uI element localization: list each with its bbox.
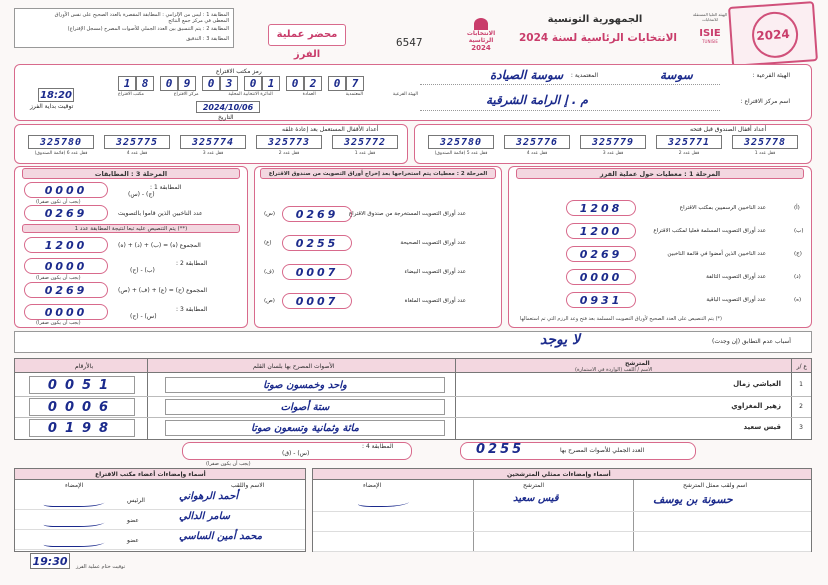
lock-label: قفل عدد 4 [126,151,148,156]
code-group [202,76,238,91]
total-label: العدد الجملي للأصوات المصرح بها [560,447,645,454]
stage-label: عدد أوراق التصويت البيضاء [404,269,466,275]
words-box [165,399,445,415]
stage-value-box [282,206,352,222]
member-signature [43,535,107,547]
stage-key: (أ) [794,205,800,211]
elections-logo: الانتخابات الرئاسية 2024 [458,18,504,64]
candidate-num: 2 [799,403,803,410]
code-label: العمادة [302,92,316,97]
center-value: م . إ الرامة الشرقية [486,93,588,107]
locks-final-row [28,135,398,156]
stage1-footer: (*) يتم التنصيص على العدد الصحيح لأوراق التصويت المسلمة بعد فتح وعد الرزم التي تم استعمالها [520,316,722,322]
notes-box [14,8,234,48]
mismatch-row [14,331,812,353]
stage-value-box [282,235,352,251]
stage-value: 0000 [579,271,623,284]
code-label: مكتب الاقتراع [118,92,144,97]
m2-value-box: 0000 [24,258,108,274]
reps-table [312,468,812,552]
stage2-title: المرحلة 2 : معطيات يتم استخراجها بعد إخراج أوراق التصويت من صندوق الاقتراع [260,168,496,179]
lock-item [180,135,246,156]
lock-value: 325778 [732,135,798,149]
m4-note: (يجب أن يكون صفرا) [206,461,251,467]
stage-label: عدد أوراق التصويت الباقية [706,297,766,303]
rep-row-line [313,531,811,532]
stage3-title: المرحلة 3 : المطابقات [22,168,240,179]
code-digit: 1 [118,76,136,91]
republic-title: الجمهورية التونسية [547,14,643,25]
stage-label: عدد أوراق التصويت المستخرجة من صندوق الاقتراع [348,211,466,217]
stage-value-box [566,223,636,239]
member-row-line [15,529,305,530]
stage-key: (ج) [794,251,802,257]
start-time-field: 18:20 [38,88,74,102]
candidate-row [15,417,811,438]
m2-label: المطابقة 2 : [176,260,208,267]
date-field: 2024/10/06 [196,101,260,113]
reps-col-rep: اسم ولقب ممثل المترشح [683,482,748,489]
code-digit: 8 [136,76,154,91]
lock-value: 325780 [428,135,494,149]
stage-value: 0931 [579,294,623,307]
code-group [244,76,280,91]
lock-label: قفل عدد 1 [354,151,376,156]
candidate-name: قيس سعيد [743,423,781,431]
code-label: المعتمدية [345,92,364,97]
rep-signature [357,497,412,507]
mismatch-value: لا يوجد [540,332,580,348]
delegation-label: المعتمدية : [570,72,598,79]
member-row-line [15,509,305,510]
m2-note: (يجب أن يكون صفرا) [36,275,81,281]
members-table [14,468,306,552]
lock-item [428,135,494,156]
reps-title: أسماء وإمضاءات ممثلي المترشحين [507,471,611,478]
center-label: اسم مركز الاقتراع : [740,98,790,105]
code-digit: 0 [160,76,178,91]
member-row-line [15,549,305,550]
stage-value-box [566,292,636,308]
rep-candidate: قيس سعيد [513,493,559,504]
m1-value-box: 0000 [24,182,108,198]
stage-key: (ص) [264,298,275,304]
lock-item [28,135,94,156]
candidate-name: العياشي زمال [733,380,781,388]
col-digits-header: بالأرقام [75,363,94,370]
lock-item [332,135,398,156]
polling-code-labels [118,92,418,97]
lock-label: قفل عدد 3 [202,151,224,156]
election-title: الانتخابات الرئاسية لسنة 2024 [518,32,677,44]
delegation-line [420,84,720,85]
members-title: أسماء وإمضاءات أعضاء مكتب الاقتراع [95,471,206,478]
stage1-title: المرحلة 1 : معطيات حول عملية الفرز [516,168,804,179]
stage-label: عدد أوراق التصويت الملغاة [404,298,466,304]
candidates-header [15,359,811,373]
candidate-words: ستة أصوات [280,402,330,413]
reps-col-sign: الإمضاء [363,482,382,489]
code-group [286,76,322,91]
lock-value: 325779 [580,135,646,149]
code-digit: 1 [262,76,280,91]
candidate-digits: 0051 [29,376,135,394]
members-col-name: الاسم واللقب [231,482,265,489]
stage-value: 0255 [295,237,339,250]
stage-value: 0007 [295,295,339,308]
member-role: عضو [127,517,139,524]
stage-value-box [566,269,636,285]
candidate-row [15,375,811,396]
total-value: 0255 [476,442,525,457]
code-digit: 0 [328,76,346,91]
note-line1c: المعطى في مركز جمع النتائج [168,18,229,24]
member-signature [43,495,107,507]
instance-value: سوسة [660,68,693,82]
stage-label: عدد الناخبين الرسميين بمكتب الاقتراع [679,205,766,211]
date-label: التاريخ [218,114,234,121]
lock-value: 325775 [104,135,170,149]
code-group [118,76,154,91]
lock-value: 325771 [656,135,722,149]
candidate-row [15,396,811,417]
lock-label: قفل عدد 6 (قائمة الصندوق) [34,151,88,156]
lock-item [580,135,646,156]
col-words-header: الأصوات المصرح بها بلسان القلم [253,363,335,370]
m4-formula: (س) - (ق) [282,450,310,457]
stage-key: (ع) [264,240,272,246]
stage-key: (د) [794,274,801,280]
lock-item [104,135,170,156]
code-title: رمز مكتب الاقتراع [216,68,262,75]
lock-value: 325776 [504,135,570,149]
code-label: الهيئة الفرعية [392,92,418,97]
col-num-header: ع /ر [796,363,807,370]
stage-value: 0269 [295,208,339,221]
stage-key: (ب) [794,228,804,234]
code-label: الدائرة الانتخابية المحلية [228,92,273,97]
code-digit: 3 [220,76,238,91]
note2: (**) يتم التنصيص عليه تبعا لنتيجة المطابقة عدد 1 [22,224,240,233]
member-role: عضو [127,537,139,544]
stage1-frame [508,166,812,328]
voters-value-box: 0269 [24,205,108,221]
candidate-digits: 0006 [29,398,135,416]
stage-key: (ه) [794,297,802,303]
stage-label: عدد أوراق التصويت التالفة [706,274,766,280]
form-number: 6547 [396,36,423,49]
member-signature [43,515,107,527]
instance-label: الهيئة الفرعية : [752,72,790,79]
polling-code [118,76,364,91]
note-line1: المطابقة 1 : ليس من الإلزامي : المطابقة المقصرة بالعدد الصحيح على نفس الأوراق [54,12,229,18]
words-box [165,420,445,436]
code-digit: 9 [178,76,196,91]
sum2-label: المجموع (ح) = (ع) + (ف) + (ص) [118,287,208,294]
note-line3: المطابقة 3 : التدقيق [186,36,229,42]
members-col-sign: الإمضاء [65,482,84,489]
code-digit: 2 [304,76,322,91]
code-group [160,76,196,91]
words-box [165,377,445,393]
official-seal: 2024 [728,1,818,67]
col-name-header: المترشح [625,360,650,367]
rep-row-line [313,551,811,552]
lock-value: 325772 [332,135,398,149]
stage-value-box [282,293,352,309]
member-name: سامر الدالي [179,511,231,522]
sum2-value-box: 0269 [24,282,108,298]
stage-value: 0269 [579,248,623,261]
m3-formula: (س) - (ح) [130,313,157,320]
candidate-name: زهير المغزاوي [731,402,781,410]
sum-label: المجموع (ه) = (ب) + (د) + (ه) [118,242,201,249]
delegation-value: سوسة الصيادة [490,68,564,82]
col-name-sub: الاسم / اللقب (الواردة في الاستمارة) [575,367,653,373]
stage-label: عدد أوراق التصويت الصحيحة [400,240,466,246]
end-time-field: 19:30 [30,553,70,569]
lock-value: 325774 [180,135,246,149]
candidate-digits: 0198 [29,419,135,437]
rep-name: حسونة بن يوسف [653,493,733,506]
m3-label: المطابقة 3 : [176,306,208,313]
candidate-words: مائة وثمانية وتسعون صوتا [251,423,359,434]
lock-label: قفل عدد 1 [754,151,776,156]
lock-label: قفل عدد 5 (قائمة الصندوق) [434,151,488,156]
stage-key: (ف) [264,269,274,275]
m1-formula: (ج) - (س) [128,191,155,198]
rep-row-line [313,511,811,512]
end-time-label: توقيت ختام عملية الفرز [76,564,126,570]
lock-label: قفل عدد 4 [526,151,548,156]
m3-note: (يجب أن يكون صفرا) [36,320,81,326]
center-line [420,110,720,111]
reps-col-cand: المترشح [523,482,544,489]
ballot-box-icon [474,18,488,30]
code-digit: 0 [286,76,304,91]
stage-value-box [566,246,636,262]
stage-value-box [566,200,636,216]
locks-initial-label: أعداد أقفال الصندوق قبل فتحه [690,126,767,133]
lock-item [656,135,722,156]
lock-label: قفل عدد 2 [678,151,700,156]
code-digit: 0 [244,76,262,91]
sum-value-box: 1200 [24,237,108,253]
locks-final-label: أعداد الأقفال المستعمل بعد إعادة غلقه [282,126,379,133]
start-time-label: توقيت بداية الفرز [30,103,74,110]
member-name: أحمد الرهواني [179,491,239,502]
lock-label: قفل عدد 2 [278,151,300,156]
code-digit: 7 [346,76,364,91]
mismatch-label: أسباب عدم التطابق (إن وجدت) [712,338,791,345]
candidate-words: واحد وخمسون صوتا [263,380,347,391]
candidate-num: 3 [799,424,803,431]
stage-label: عدد أوراق التصويت المسلمة فعليا لمكتب الاقتراع [653,228,766,234]
stamp-title: محضر عملية الفرز [268,24,346,46]
m1-label: المطابقة 1 : [150,184,182,191]
lock-item [256,135,322,156]
member-role: الرئيس [127,497,145,504]
note-line2: المطابقة 2 : يتم التنسيق بين العدد الجملي للأصوات المصرح (مسجل الإقتراع) [67,26,229,32]
m2-formula: (ب) - (ح) [130,267,155,274]
stage-value: 1208 [579,202,623,215]
stage-label: عدد الناخبين الذين أمضوا في قائمة الناخبين [667,251,766,257]
isie-logo: الهيئة العليا المستقلة للانتخابات ISIE TUNISIE [692,12,728,44]
locks-initial-row [428,135,798,156]
m1-note: (يجب أن تكون صفرا) [36,199,81,205]
m3-value-box: 0000 [24,304,108,320]
code-digit: 0 [202,76,220,91]
code-label: مركز الاقتراع [173,92,199,97]
stage-key: (س) [264,211,276,217]
member-name: محمد أمين الساسي [179,531,263,542]
candidates-table [14,358,812,440]
m4-label: المطابقة 4 : [362,443,394,450]
stage-value-box [282,264,352,280]
lock-item [504,135,570,156]
lock-value: 325773 [256,135,322,149]
code-group [328,76,364,91]
candidate-num: 1 [799,381,803,388]
stage-value: 0007 [295,266,339,279]
lock-label: قفل عدد 3 [602,151,624,156]
stage-value: 1200 [579,225,623,238]
voters-label: عدد الناخبين الذين قاموا بالتصويت [118,210,203,217]
lock-value: 325780 [28,135,94,149]
lock-item [732,135,798,156]
